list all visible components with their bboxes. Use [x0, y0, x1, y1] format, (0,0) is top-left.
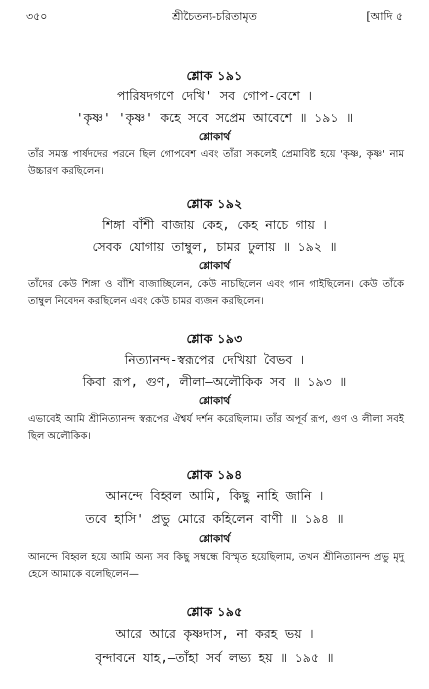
translation-heading: শ্লোকার্থ [198, 533, 231, 545]
sloka-heading: শ্লোক ১৯২ [186, 196, 243, 211]
verse-line: শিঙ্গা বাঁশী বাজায় কেহ, কেহ নাচে গায় । [102, 217, 327, 232]
translation-text: তাঁর সমস্ত পার্ষদদের পরনে ছিল গোপবেশ এবং তাঁরা সকলেই প্রেমাবিষ্ট হয়ে 'কৃষ্ণ, কৃষ্ণ' নাম উচ্চারণ করছিলেন। [28, 149, 404, 177]
page-number: ৩৫০ [26, 10, 48, 23]
verse-line: পারিষদগণে দেখি' সব গোপ-বেশে । [117, 88, 312, 103]
translation-text: তাঁদের কেউ শিঙ্গা ও বাঁশি বাজাচ্ছিলেন, কেউ নাচছিলেন এবং গান গাইছিলেন। কেউ তাঁকে তাম্বুল নিবেদন করছিলেন এবং কেউ চামর ব্যজন করছিলেন। [28, 279, 404, 307]
verse-line: আনন্দে বিহ্বল আমি, কিছু নাহি জানি । [105, 488, 324, 503]
verse-line: বৃন্দাবনে যাহ,—তাঁহা সর্ব লভ্য হয় ॥ ১৯৫ ॥ [95, 650, 334, 665]
sloka-heading: শ্লোক ১৯১ [186, 68, 243, 83]
verse-line: সেবক যোগায় তাম্বুল, চামর ঢুলায় ॥ ১৯২ ॥ [92, 239, 337, 254]
translation-text: আনন্দে বিহ্বল হয়ে আমি অন্য সব কিছু সম্বন্ধে বিস্মৃত হয়েছিলাম, তখন শ্রীনিত্যানন্দ প্রভু মৃদু হেসে আমাকে বলেছিলেন— [28, 552, 404, 580]
verse-line: আরে আরে কৃষ্ণদাস, না করহ ভয় । [115, 626, 314, 641]
sloka-heading: শ্লোক ১৯৪ [186, 467, 243, 482]
translation-heading: শ্লোকার্থ [198, 260, 231, 272]
translation-heading: শ্লোকার্থ [198, 131, 231, 143]
sloka-heading: শ্লোক ১৯৫ [186, 604, 243, 619]
verse-line: 'কৃষ্ণ' 'কৃষ্ণ' কহে সবে সপ্রেম আবেশে ॥ ১৯১ ॥ [75, 110, 354, 125]
running-title: শ্রীচৈতন্য-চরিতামৃত [172, 10, 257, 23]
verse-line: নিত্যানন্দ-স্বরূপের দেখিয়া বৈভব । [124, 352, 305, 367]
translation-heading: শ্লোকার্থ [198, 395, 231, 407]
page-header [26, 8, 403, 24]
section-marker: [আদি ৫ [366, 10, 403, 23]
verse-line: তবে হাসি' প্রভু মোরে কহিলেন বাণী ॥ ১৯৪ ॥ [85, 511, 344, 526]
sloka-heading: শ্লোক ১৯৩ [186, 331, 243, 346]
verse-line: কিবা রূপ, গুণ, লীলা—অলৌকিক সব ॥ ১৯৩ ॥ [82, 374, 347, 389]
translation-text: এভাবেই আমি শ্রীনিত্যানন্দ স্বরূপের ঐশ্বর্য দর্শন করেছিলাম। তাঁর অপূর্ব রূপ, গুণ ও লীলা সবই ছিল অলৌকিক। [28, 414, 404, 442]
